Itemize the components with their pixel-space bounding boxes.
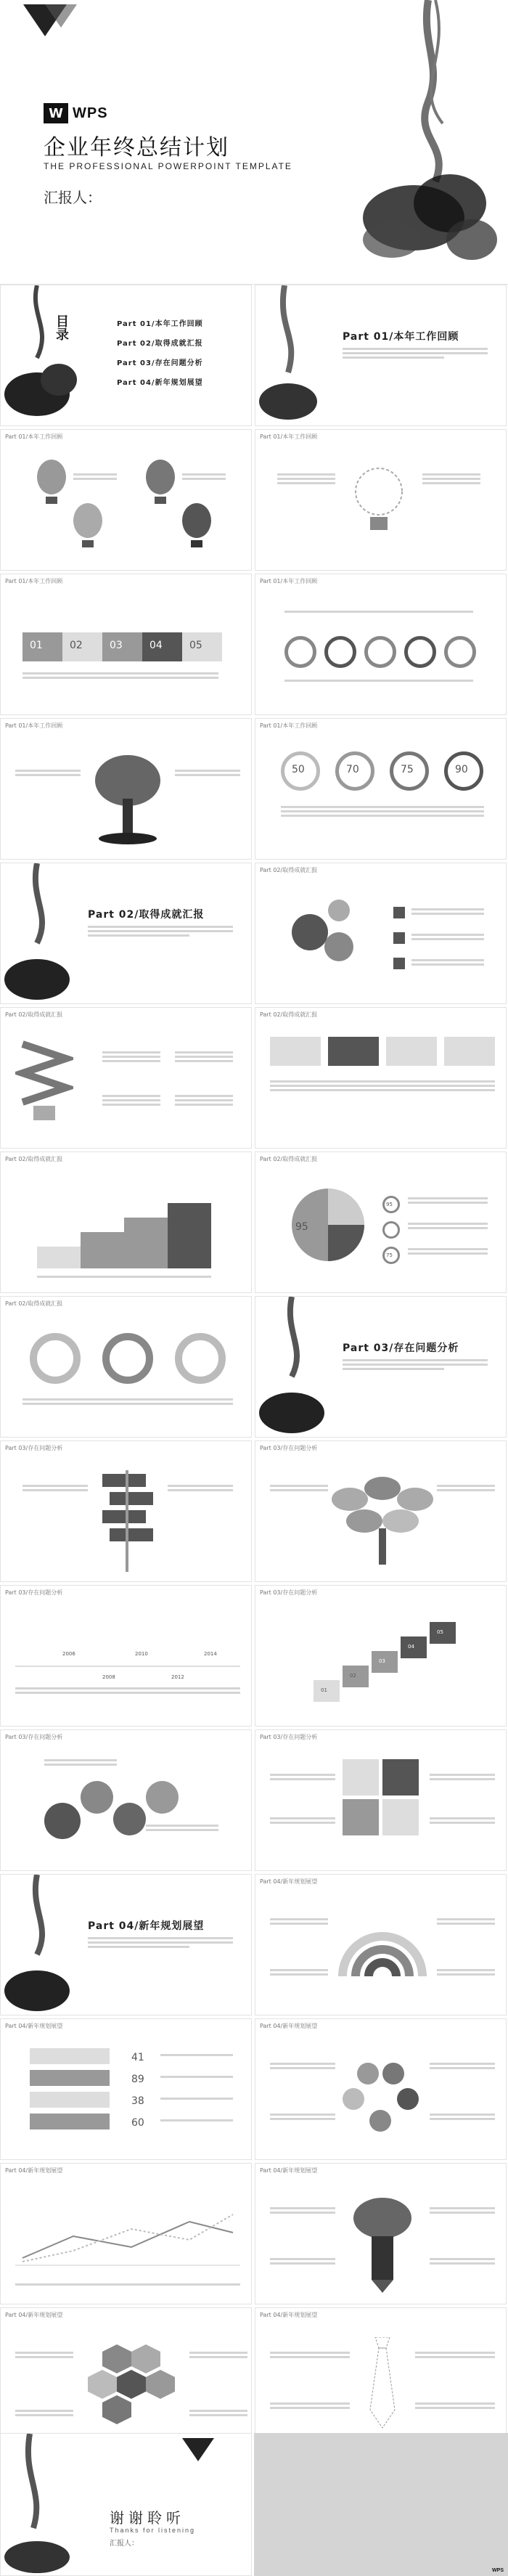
dial-value: 90 [455, 764, 468, 775]
leaf-icon [382, 2063, 404, 2084]
text-block [408, 1197, 488, 1206]
arc-icon [30, 1333, 81, 1384]
slide-hexagons[interactable] [0, 2307, 252, 2449]
toc-item[interactable]: Part 04/新年规划展望 [117, 379, 203, 387]
ring-icon [444, 636, 476, 668]
text-block [270, 1774, 335, 1782]
text-block [422, 473, 480, 486]
slide-header: Part 01/本年工作回顾 [260, 578, 318, 584]
toc-list [117, 317, 203, 396]
toc-item[interactable]: Part 01/本年工作回顾 [117, 320, 203, 328]
text-block [270, 2352, 350, 2360]
slide-tie[interactable] [255, 2307, 507, 2449]
year-label: 2012 [171, 1674, 184, 1680]
puzzle-number: 04 [149, 640, 163, 651]
text-block [160, 2076, 233, 2080]
slide-header: Part 04/新年规划展望 [5, 2167, 63, 2174]
number-badge [393, 907, 405, 918]
slide-header: Part 02/取得成就汇报 [260, 1156, 318, 1162]
slide-header: Part 01/本年工作回顾 [5, 578, 63, 584]
puzzle-number: 05 [189, 640, 202, 651]
leaf-tree-icon [328, 1470, 437, 1572]
number-badge [393, 932, 405, 944]
text-block [411, 959, 484, 968]
text-block [160, 2098, 233, 2102]
puzzle-number: 03 [110, 640, 123, 651]
slide-gear-chain[interactable] [0, 1729, 252, 1871]
text-block [430, 2258, 495, 2267]
slide-rainbow[interactable] [255, 1874, 507, 2015]
slide-header: Part 02/取得成就汇报 [260, 867, 318, 873]
text-block [437, 1969, 495, 1978]
section-text [88, 926, 233, 939]
year-label: 2014 [204, 1651, 217, 1657]
spring-bulb-icon [15, 1037, 73, 1124]
text-block [22, 672, 218, 681]
slide-header: Part 02/取得成就汇报 [5, 1300, 63, 1307]
text-block [175, 1095, 233, 1108]
slide-header: Part 01/本年工作回顾 [260, 722, 318, 729]
sign-board [102, 1474, 146, 1487]
slide-bulb[interactable] [255, 429, 507, 571]
dial-value: 50 [292, 764, 305, 775]
text-block [146, 1825, 218, 1833]
cup-icon-tile [328, 1037, 379, 1066]
cover-subtitle: THE PROFESSIONAL POWERPOINT TEMPLATE [44, 161, 292, 171]
text-block [160, 2054, 233, 2058]
stair-step [168, 1203, 211, 1268]
stair-step [37, 1247, 81, 1268]
slide-section-4[interactable] [0, 1874, 252, 2015]
gear-icon [44, 1803, 81, 1839]
leaf-icon [369, 2110, 391, 2132]
wps-logo [44, 103, 108, 123]
text-block [15, 1687, 240, 1696]
pencil-tree-icon [350, 2193, 415, 2294]
step-number: 03 [379, 1658, 385, 1664]
number-badge [393, 958, 405, 969]
text-block [37, 1276, 211, 1280]
step-number: 01 [321, 1687, 327, 1693]
dial-value: 70 [346, 764, 359, 775]
percent-value: 60 [131, 2117, 144, 2129]
text-block [437, 1918, 495, 1927]
slide-tree[interactable] [0, 718, 252, 860]
gear-icon [113, 1803, 146, 1835]
text-block [160, 2119, 233, 2124]
text-block [270, 1817, 335, 1826]
leaf-icon [357, 2063, 379, 2084]
slide-header: Part 02/取得成就汇报 [5, 1011, 63, 1018]
year-label: 2008 [102, 1674, 115, 1680]
toc-heading: 目录 [54, 314, 69, 341]
text-block [73, 473, 117, 482]
text-block [270, 2063, 335, 2071]
cover-title: 企业年终总结计划 [44, 135, 229, 160]
slide-header: Part 04/新年规划展望 [260, 2167, 318, 2174]
text-block [277, 473, 335, 486]
slide-percent-bars[interactable] [0, 2018, 252, 2160]
ring-icon [284, 636, 316, 668]
section-title: Part 01/本年工作回顾 [343, 331, 459, 343]
rainbow-icon [335, 1904, 430, 1984]
slide-icon-tiles[interactable] [255, 1007, 507, 1149]
ink-image [255, 285, 335, 426]
slide-leaves[interactable] [255, 2018, 507, 2160]
text-block [182, 473, 226, 482]
step-number: 05 [437, 1629, 443, 1635]
lightbulb-icon [350, 459, 408, 546]
slide-stairs[interactable] [0, 1152, 252, 1293]
sign-board [102, 1510, 146, 1523]
slide-pie[interactable] [255, 1152, 507, 1293]
text-block [22, 1398, 233, 1407]
arrow-bar [30, 2092, 110, 2108]
slide-header: Part 04/新年规划展望 [5, 2312, 63, 2318]
slide-leaf-tree[interactable] [255, 1440, 507, 1582]
gear-icon [292, 914, 328, 950]
year-label: 2006 [62, 1651, 75, 1657]
arrow-bar [30, 2114, 110, 2129]
text-block [270, 1918, 328, 1927]
stair-step [124, 1218, 168, 1268]
leaf-icon [343, 2088, 364, 2110]
line-chart [15, 2193, 240, 2280]
section-title: Part 02/取得成就汇报 [88, 909, 205, 921]
text-block [270, 1080, 495, 1093]
arc-icon [102, 1333, 153, 1384]
slide-header: Part 01/本年工作回顾 [5, 722, 63, 729]
quad-tile [343, 1759, 379, 1796]
percent-value: 41 [131, 2052, 144, 2063]
slide-header: Part 01/本年工作回顾 [5, 433, 63, 440]
text-block [408, 1248, 488, 1257]
slide-header: Part 02/取得成就汇报 [260, 1011, 318, 1018]
section-title: Part 04/新年规划展望 [88, 1920, 205, 1932]
ring-icon [404, 636, 436, 668]
slide-gears[interactable] [255, 863, 507, 1004]
percent-value: 38 [131, 2095, 144, 2107]
section-text [88, 1937, 233, 1950]
text-block [415, 2402, 495, 2411]
slide-header: Part 01/本年工作回顾 [260, 433, 318, 440]
text-block [189, 2410, 247, 2418]
text-block [102, 1051, 160, 1064]
slide-header: Part 03/存在问题分析 [260, 1445, 318, 1451]
quad-tile [382, 1799, 419, 1835]
wps-mark-icon: W [44, 103, 68, 123]
ink-image [1, 285, 81, 426]
slide-thanks[interactable] [0, 2433, 252, 2576]
text-block [15, 2410, 73, 2418]
slide-puzzle[interactable] [0, 574, 252, 715]
step-number: 04 [408, 1644, 414, 1650]
cover-slide[interactable] [0, 0, 508, 285]
text-block [270, 2114, 335, 2122]
text-block [411, 934, 484, 942]
thanks-subtitle: Thanks for listening [110, 2527, 196, 2534]
text-block [408, 1223, 488, 1231]
text-block [430, 1774, 495, 1782]
text-block [430, 1817, 495, 1826]
text-block [430, 2063, 495, 2071]
leaf-icon [397, 2088, 419, 2110]
text-block [284, 680, 473, 684]
sign-board [110, 1528, 153, 1541]
text-block [281, 806, 484, 819]
slide-header: Part 03/存在问题分析 [5, 1734, 63, 1740]
slide-section-1[interactable] [255, 285, 507, 426]
slide-section-2[interactable] [0, 863, 252, 1004]
text-block [15, 2283, 240, 2288]
text-block [430, 2114, 495, 2122]
arc-icon [175, 1333, 226, 1384]
tie-icon [364, 2337, 401, 2432]
slide-signpost[interactable] [0, 1440, 252, 1582]
gear-icon [146, 1781, 179, 1814]
cover-reporter: 汇报人： [44, 189, 102, 206]
chat-icon-tile [444, 1037, 495, 1066]
slide-header: Part 03/存在问题分析 [260, 1589, 318, 1596]
ring-icon [364, 636, 396, 668]
thanks-title: 谢谢聆听 [110, 2509, 185, 2527]
gear-icon [328, 900, 350, 921]
sign-pole [126, 1470, 128, 1572]
text-block [175, 770, 240, 778]
slide-dials[interactable] [255, 718, 507, 860]
text-block [437, 1485, 495, 1493]
text-block [44, 1759, 117, 1768]
ring-icon [382, 1221, 400, 1239]
tree-icon [88, 748, 168, 849]
gear-icon [324, 932, 353, 961]
text-block [270, 1969, 328, 1978]
puzzle-number: 01 [30, 640, 43, 651]
slide-header: Part 04/新年规划展望 [260, 2023, 318, 2029]
text-block [175, 1051, 233, 1064]
step-number: 02 [350, 1673, 356, 1679]
pie-label: 95 [295, 1221, 308, 1233]
ink-splash-image [327, 0, 508, 285]
section-text [343, 1359, 488, 1372]
ink-image [1, 1875, 81, 2015]
wps-watermark: WPS [492, 2568, 504, 2573]
target-icon-tile [386, 1037, 437, 1066]
percent-value: 89 [131, 2074, 144, 2085]
slide-header: Part 04/新年规划展望 [260, 1878, 318, 1885]
empty-area [254, 2433, 508, 2576]
slide-timeline[interactable] [0, 1585, 252, 1727]
text-block [411, 908, 484, 917]
ink-image [255, 1297, 335, 1438]
ring-label: 75 [386, 1252, 393, 1258]
ink-image [1, 2434, 81, 2576]
text-block [430, 2207, 495, 2216]
text-block [168, 1485, 233, 1493]
slide-line-chart[interactable] [0, 2163, 252, 2304]
text-block [102, 1095, 160, 1108]
dial-value: 75 [401, 764, 414, 775]
gear-icon [81, 1781, 113, 1814]
slide-header: Part 03/存在问题分析 [5, 1589, 63, 1596]
text-block [415, 2352, 495, 2360]
slide-toc[interactable] [0, 285, 252, 426]
slide-rings[interactable] [255, 574, 507, 715]
hexagon-cluster [81, 2344, 182, 2432]
slide-header: Part 04/新年规划展望 [5, 2023, 63, 2029]
slide-header: Part 03/存在问题分析 [5, 1445, 63, 1451]
ink-image [1, 863, 81, 1004]
arrow-bar [30, 2070, 110, 2086]
slide-spring-bulb[interactable] [0, 1007, 252, 1149]
year-label: 2010 [135, 1651, 148, 1657]
text-block [15, 770, 81, 778]
slide-pencil-tree[interactable] [255, 2163, 507, 2304]
stair-step [81, 1232, 124, 1268]
quad-tile [382, 1759, 419, 1796]
slide-balloons[interactable] [0, 429, 252, 571]
wps-brand: WPS [73, 105, 108, 121]
text-block [270, 2207, 335, 2216]
slide-quad[interactable] [255, 1729, 507, 1871]
text-block [284, 611, 473, 615]
section-title: Part 03/存在问题分析 [343, 1342, 459, 1354]
ring-icon [324, 636, 356, 668]
thanks-reporter: 汇报人： [110, 2540, 139, 2548]
slide-header: Part 04/新年规划展望 [260, 2312, 318, 2318]
text-block [189, 2352, 247, 2360]
triangle-decoration-2 [45, 4, 77, 28]
text-block [270, 1485, 328, 1493]
triangle-decoration [182, 2438, 214, 2461]
toc-item[interactable]: Part 02/取得成就汇报 [117, 340, 203, 348]
slide-section-3[interactable] [255, 1296, 507, 1438]
text-block [270, 2258, 335, 2267]
slide-steps[interactable] [255, 1585, 507, 1727]
mail-icon-tile [270, 1037, 321, 1066]
text-block [270, 2402, 350, 2411]
text-block [22, 1485, 88, 1493]
ring-label: 95 [386, 1202, 393, 1207]
toc-item[interactable]: Part 03/存在问题分析 [117, 359, 203, 367]
quad-tile [343, 1799, 379, 1835]
slide-arcs[interactable] [0, 1296, 252, 1438]
sign-board [110, 1492, 153, 1505]
arrow-bar [30, 2048, 110, 2064]
slide-header: Part 02/取得成就汇报 [5, 1156, 63, 1162]
text-block [15, 2352, 73, 2360]
slide-header: Part 03/存在问题分析 [260, 1734, 318, 1740]
timeline-line [15, 1666, 240, 1667]
puzzle-number: 02 [70, 640, 83, 651]
section-text [343, 348, 488, 361]
